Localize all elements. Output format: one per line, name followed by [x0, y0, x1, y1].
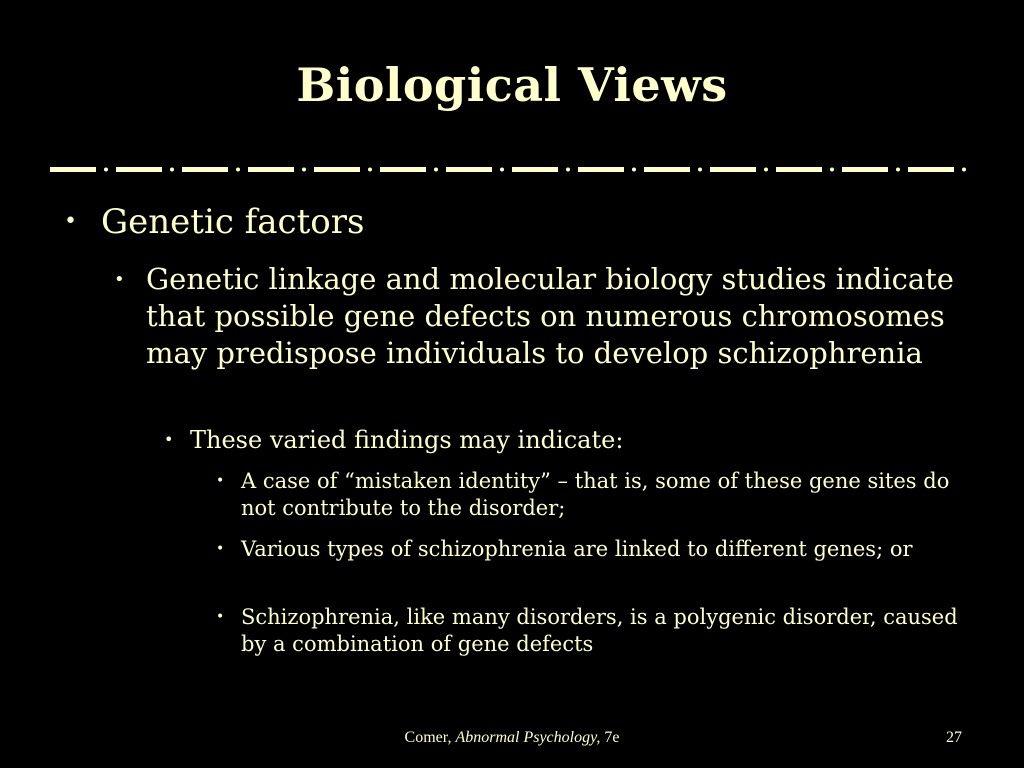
slide-title: Biological Views: [296, 58, 728, 112]
bullet-dot: •: [114, 269, 125, 290]
bullet-dot: •: [216, 609, 225, 625]
footer-book-title: Abnormal Psychology,: [455, 729, 601, 746]
bullet-text: These varied findings may indicate:: [190, 426, 624, 454]
bullet-text: Schizophrenia, like many disorders, is a polygenic disorder, caused by a combination of gene defects: [241, 605, 958, 656]
bullet-text: Genetic factors: [101, 202, 365, 242]
bullet-varied-findings: [164, 423, 964, 457]
bullet-genetic-linkage: [114, 261, 964, 372]
bullet-text: A case of “mistaken identity” – that is, some of these gene sites do not contribute to the disorder;: [241, 469, 950, 520]
bullet-dot: •: [164, 430, 174, 449]
bullet-text: Genetic linkage and molecular biology studies indicate that possible gene defects on numerous chromosomes may predispose individuals to develop schizophrenia: [146, 262, 954, 370]
bullet-dot: •: [64, 209, 77, 234]
bullet-genetic-factors: [64, 200, 964, 244]
footer-citation: [0, 729, 1024, 747]
page-number: 27: [946, 729, 962, 746]
bullet-dot: •: [216, 473, 225, 489]
footer-edition: 7e: [604, 729, 620, 746]
footer-author: Comer,: [404, 729, 452, 746]
bullet-polygenic: [216, 604, 976, 658]
bullet-mistaken-identity: [216, 468, 976, 522]
bullet-various-types: [216, 536, 976, 563]
bullet-text: Various types of schizophrenia are linked to different genes; or: [241, 537, 913, 561]
bullet-dot: •: [216, 541, 225, 557]
